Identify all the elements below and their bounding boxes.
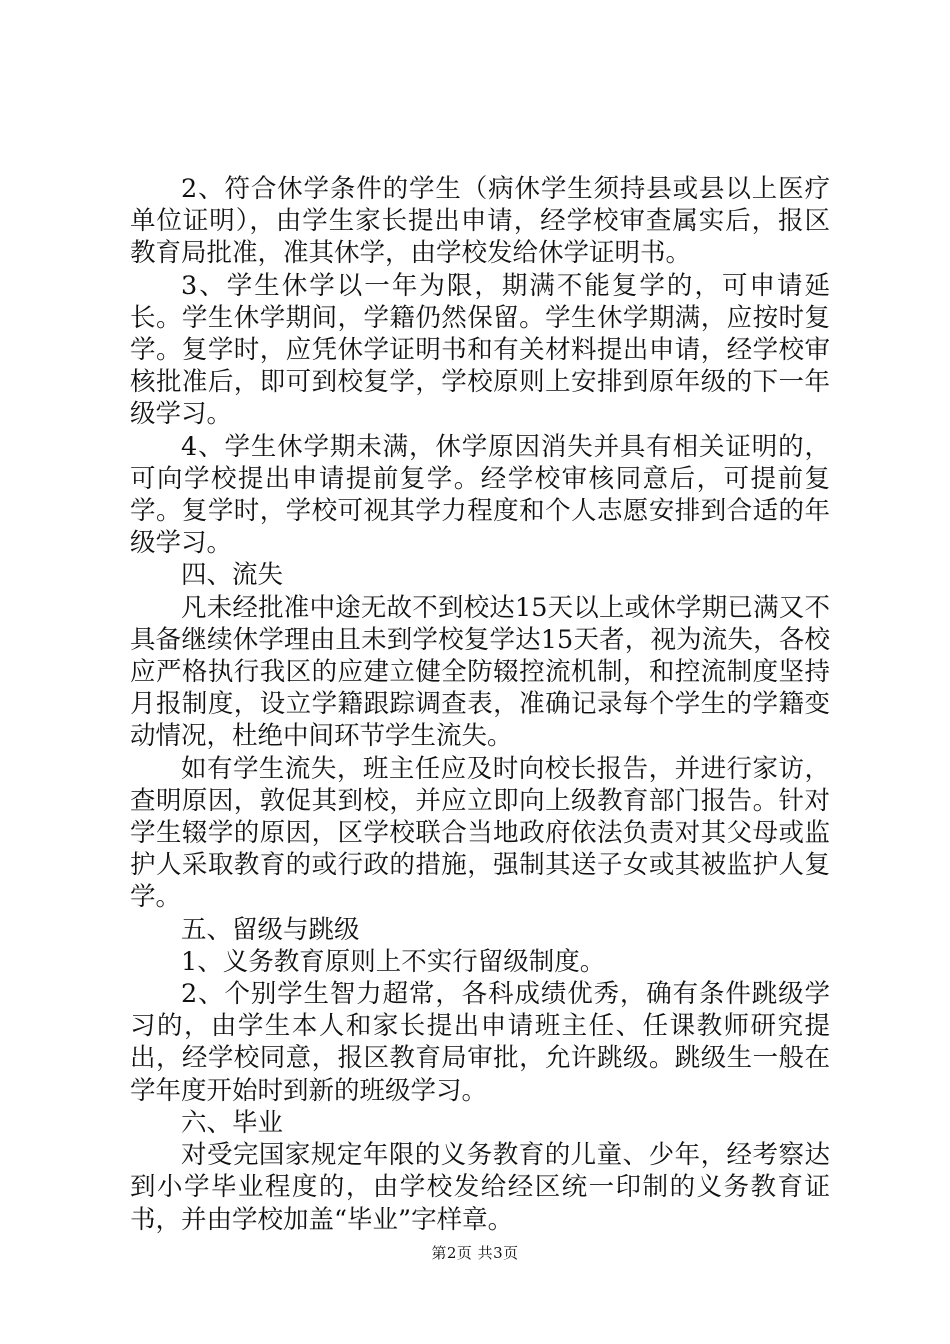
paragraph-dropout-handling: 如有学生流失，班主任应及时向校长报告，并进行家访，查明原因，敦促其到校，并应立即向上级教育部门报告。针对学生辍学的原因，区学校联合当地政府依法负责对其父母或监护人采取教育的或行政的措施，强制其送子女或其被监护人复学。 (130, 753, 830, 913)
section-heading-retention-promotion: 五、留级与跳级 (181, 914, 360, 945)
paragraph-suspension-application: 2、符合休学条件的学生（病休学生须持县或县以上医疗单位证明），由学生家长提出申请，经学校审查属实后，报区教育局批准，准其休学，由学校发给休学证明书。 (130, 174, 830, 269)
paragraph-dropout-definition: 凡未经批准中途无故不到校达15天以上或休学期已满又不具备继续休学理由且未到学校复学达15天者，视为流失，各校应严格执行我区的应建立健全防辍控流机制，和控流制度坚持月报制度，设立学籍跟踪调查表，准确记录每个学生的学籍变动情况，杜绝中间环节学生流失。 (130, 592, 830, 752)
paragraph-graduation: 对受完国家规定年限的义务教育的儿童、少年，经考察达到小学毕业程度的，由学校发给经区统一印制的义务教育证书，并由学校加盖“毕业”字样章。 (130, 1140, 830, 1235)
paragraph-grade-skipping: 2、个别学生智力超常，各科成绩优秀，确有条件跳级学习的，由学生本人和家长提出申请班主任、任课教师研究提出，经学校同意，报区教育局审批，允许跳级。跳级生一般在学年度开始时到新的班级学习。 (130, 979, 830, 1106)
page-number-footer: 第2页 共3页 (431, 1244, 519, 1262)
section-heading-dropout: 四、流失 (181, 560, 284, 591)
paragraph-no-retention: 1、义务教育原则上不实行留级制度。 (181, 946, 606, 977)
section-heading-graduation: 六、毕业 (181, 1107, 284, 1138)
paragraph-early-return: 4、学生休学期未满，休学原因消失并具有相关证明的，可向学校提出申请提前复学。经学校审核同意后，可提前复学。复学时，学校可视其学力程度和个人志愿安排到合适的年级学习。 (130, 431, 830, 559)
document-body (130, 173, 830, 1236)
paragraph-suspension-duration: 3、学生休学以一年为限，期满不能复学的，可申请延长。学生休学期间，学籍仍然保留。学生休学期满，应按时复学。复学时，应凭休学证明书和有关材料提出申请，经学校审核批准后，即可到校复学，学校原则上安排到原年级的下一年级学习。 (130, 270, 830, 430)
